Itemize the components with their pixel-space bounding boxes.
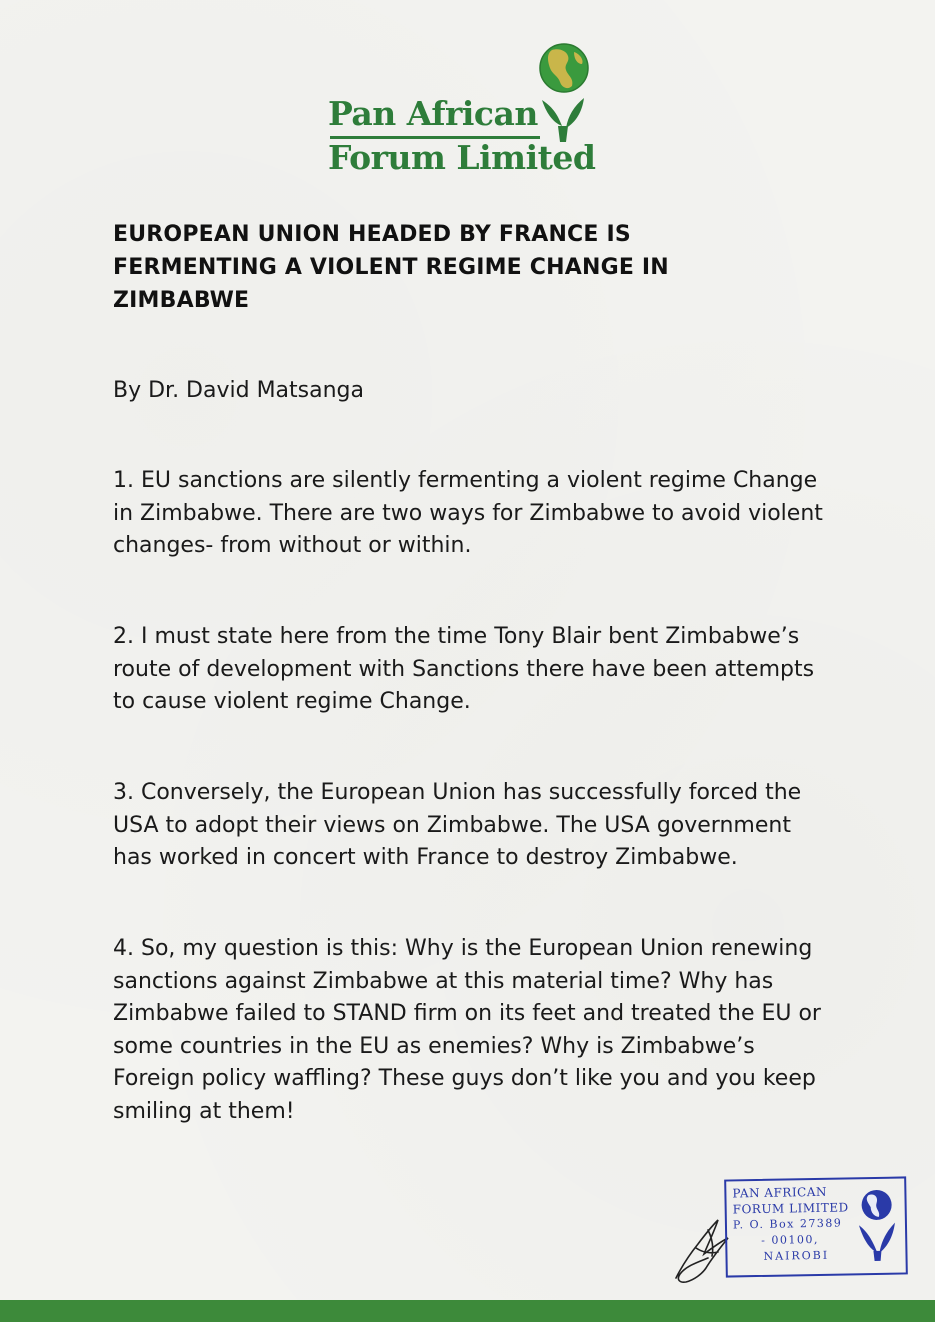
paragraph-1: 1. EU sanctions are silently fermenting a violent regime Change in Zimbabwe. There are two ways for Zimbabwe to avoid violent changes- from without or within. — [113, 468, 823, 558]
logo-text-line1: Pan African — [328, 94, 538, 133]
paragraph-2: 2. I must state here from the time Tony Blair bent Zimbabwe’s route of development with Sanctions there have been attempts to cause violent regime Change. — [113, 624, 815, 714]
stamp-text — [732, 1183, 853, 1265]
footer-bar — [0, 1300, 935, 1322]
paragraph-3: 3. Conversely, the European Union has successfully forced the USA to adopt their views on Zimbabwe. The USA government has worked in concert with France to destroy Zimbabwe. — [113, 780, 802, 870]
stamp-line-2: FORUM LIMITED — [732, 1200, 849, 1217]
paragraph-4: 4. So, my question is this: Why is the European Union renewing sanctions against Zimbabwe at this material time? Why has Zimbabwe failed to STAND firm on its feet and treated the EU or some countries in the EU as enemies? Why is Zimbabwe’s Foreign policy waffling? These guys don’t like you and you keep smiling at them! — [113, 936, 821, 1124]
company-stamp — [724, 1176, 908, 1277]
stamp-line-1: PAN AFRICAN — [732, 1184, 828, 1201]
pan-african-forum-logo — [326, 40, 611, 180]
author-byline: By Dr. David Matsanga — [113, 378, 364, 403]
stamp-line-3: P. O. Box 27389 — [732, 1216, 843, 1232]
stamp-line-4: - 00100, — [761, 1232, 820, 1247]
stamp-globe-icon — [852, 1187, 899, 1264]
stamp-line-5: NAIROBI — [763, 1248, 830, 1263]
logo-text-line2: Forum Limited — [328, 138, 596, 177]
document-title: EUROPEAN UNION HEADED BY FRANCE IS FERMENTING A VIOLENT REGIME CHANGE IN ZIMBABWE — [113, 222, 669, 313]
